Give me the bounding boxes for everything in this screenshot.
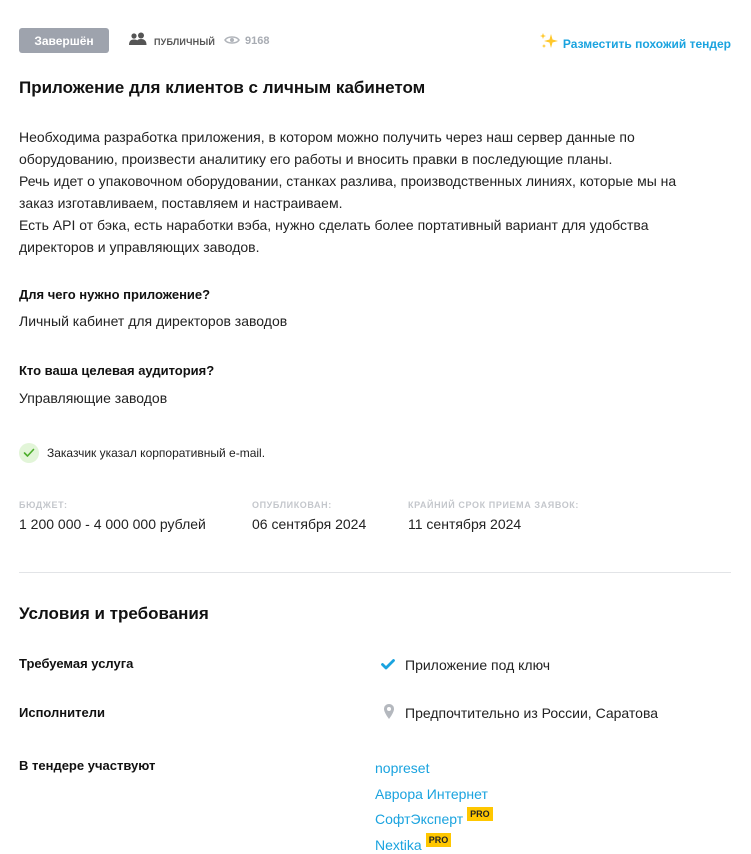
- participant-item: [375, 758, 493, 784]
- users-icon: [128, 32, 148, 51]
- service-value-text: Приложение под ключ: [405, 657, 551, 673]
- status-badge: Завершён: [19, 28, 109, 53]
- participants-list: [375, 758, 493, 854]
- participant-item: [375, 809, 493, 835]
- description-line: оборудованию, произвести аналитику его работы и вносить правки в последующие планы.: [19, 151, 613, 167]
- post-similar-tender-label: Разместить похожий тендер: [562, 36, 731, 51]
- corporate-email-note: [19, 443, 265, 463]
- description-line: Необходима разработка приложения, в котором можно получить через наш сервер данные по: [19, 129, 635, 145]
- corporate-email-text: Заказчик указал корпоративный e-mail.: [47, 446, 266, 460]
- sparkles-icon: [539, 31, 559, 56]
- budget-value: 1 200 000 - 4 000 000 рублей: [19, 516, 206, 532]
- service-value: [381, 657, 550, 673]
- eye-icon: [224, 32, 240, 50]
- budget-label: БЮДЖЕТ:: [19, 500, 68, 510]
- published-value: 06 сентября 2024: [252, 516, 367, 532]
- question-label-audience: Кто ваша целевая аудитория?: [19, 363, 215, 378]
- participants-label: В тендере участвуют: [19, 758, 156, 773]
- description-line: Есть API от бэка, есть наработки вэба, нужно сделать более портативный вариант для удобства: [19, 217, 649, 233]
- participant-link[interactable]: nopreset: [375, 760, 430, 776]
- participant-item: [375, 835, 493, 854]
- published-label: ОПУБЛИКОВАН:: [252, 500, 332, 510]
- participant-link[interactable]: СофтЭксперт: [375, 811, 464, 827]
- views-counter: [224, 32, 269, 50]
- description-line: Речь идет о упаковочном оборудовании, станках разлива, производственных линиях, которые мы на: [19, 173, 677, 189]
- location-pin-icon: [383, 703, 395, 723]
- section-divider: [19, 572, 731, 573]
- participant-item: [375, 784, 493, 810]
- description-line: заказ изготавливаем, поставляем и настраиваем.: [19, 195, 343, 211]
- pro-badge: PRO: [467, 807, 493, 821]
- tender-description: [19, 126, 719, 258]
- participant-link[interactable]: Nextika: [375, 836, 422, 853]
- views-count: 9168: [245, 35, 270, 47]
- pro-badge: PRO: [426, 833, 452, 847]
- question-value-purpose: Личный кабинет для директоров заводов: [19, 313, 288, 329]
- deadline-label: КРАЙНИЙ СРОК ПРИЕМА ЗАЯВОК:: [408, 500, 580, 510]
- question-value-audience: Управляющие заводов: [19, 390, 168, 406]
- executors-label: Исполнители: [19, 705, 105, 720]
- visibility-indicator: [128, 32, 215, 51]
- service-label: Требуемая услуга: [19, 656, 134, 671]
- participant-link[interactable]: Аврора Интернет: [375, 785, 488, 802]
- post-similar-tender-link[interactable]: [539, 31, 731, 56]
- visibility-label: ПУБЛИЧНЫЙ: [154, 36, 215, 47]
- question-label-purpose: Для чего нужно приложение?: [19, 287, 211, 302]
- conditions-title: Условия и требования: [19, 604, 209, 623]
- checkmark-icon: [381, 657, 395, 673]
- tender-title: Приложение для клиентов с личным кабинетом: [19, 78, 426, 97]
- description-line: директоров и управляющих заводов.: [19, 239, 260, 255]
- executors-value-text: Предпочтительно из России, Саратова: [405, 705, 659, 721]
- check-circle-icon: [19, 443, 39, 463]
- executors-value: [383, 703, 658, 723]
- deadline-value: 11 сентября 2024: [408, 516, 522, 532]
